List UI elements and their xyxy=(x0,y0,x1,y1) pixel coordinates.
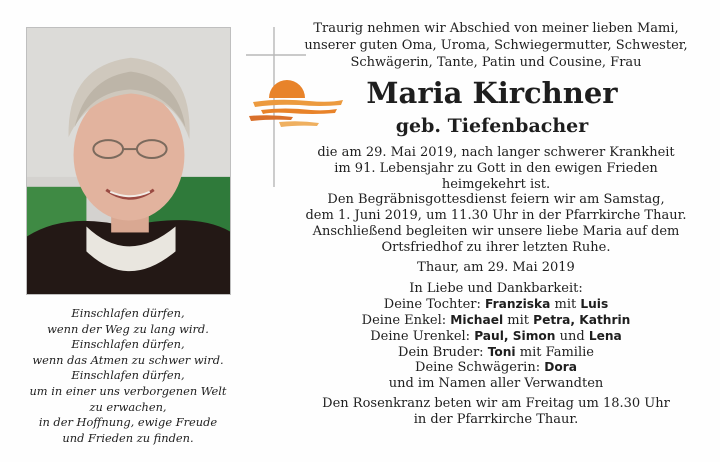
funeral-line: Den Begräbnisgottesdienst feiern wir am Samstag, xyxy=(327,192,665,208)
place-date: Thaur, am 29. Mai 2019 xyxy=(417,259,575,275)
poem-line: in der Hoffnung, ewige Freude xyxy=(38,415,218,430)
notice-body xyxy=(300,145,692,428)
death-line: im 91. Lebensjahr zu Gott in den ewigen Frieden xyxy=(334,160,658,176)
intro-text xyxy=(300,20,692,71)
family-daughter: Deine Tochter: Franziska mit Luis xyxy=(383,297,609,313)
deceased-name: Maria Kirchner xyxy=(366,76,618,110)
sunset-icon xyxy=(249,72,345,132)
family-sister-in-law: Deine Schwägerin: Dora xyxy=(415,360,577,376)
family-brother: Dein Bruder: Toni mit Familie xyxy=(398,344,594,360)
poem-line: Einschlafen dürfen, xyxy=(71,368,185,383)
intro-line: Schwägerin, Tante, Patin und Cousine, Frau xyxy=(350,55,642,70)
rosary-line: in der Pfarrkirche Thaur. xyxy=(413,411,579,427)
poem-line: Einschlafen dürfen, xyxy=(71,337,185,352)
intro-line: Traurig nehmen wir Abschied von meiner lieben Mami, xyxy=(313,21,679,36)
funeral-line: Ortsfriedhof zu ihrer letzten Ruhe. xyxy=(381,239,611,255)
family-great-grandchildren: Deine Urenkel: Paul, Simon und Lena xyxy=(370,328,622,344)
poem-line: wenn das Atmen zu schwer wird. xyxy=(32,352,224,367)
death-line: die am 29. Mai 2019, nach langer schwerer Krankheit xyxy=(317,145,675,160)
maiden-name: geb. Tiefenbacher xyxy=(395,115,589,137)
poem-line: wenn der Weg zu lang wird. xyxy=(47,321,209,336)
family-grandchildren: Deine Enkel: Michael mit Petra, Kathrin xyxy=(361,312,631,328)
poem-line: zu erwachen, xyxy=(89,399,167,414)
funeral-line: Anschließend begleiten wir unsere liebe Maria auf dem xyxy=(312,223,680,239)
closing-line: In Liebe und Dankbarkeit: xyxy=(409,281,583,297)
poem xyxy=(14,306,242,446)
poem-line: um in einer uns verborgenen Welt xyxy=(29,383,227,398)
funeral-line: dem 1. Juni 2019, um 11.30 Uhr in der Pfarrkirche Thaur. xyxy=(305,208,687,224)
intro-line: unserer guten Oma, Uroma, Schwiegermutter, Schwester, xyxy=(304,38,688,53)
poem-line: Einschlafen dürfen, xyxy=(71,306,185,320)
rosary-line: Den Rosenkranz beten wir am Freitag um 18.30 Uhr xyxy=(322,395,670,411)
portrait-photo xyxy=(26,27,231,295)
family-relatives: und im Namen aller Verwandten xyxy=(388,376,604,392)
poem-line: und Frieden zu finden. xyxy=(62,430,194,445)
death-line: heimgekehrt ist. xyxy=(441,176,551,192)
